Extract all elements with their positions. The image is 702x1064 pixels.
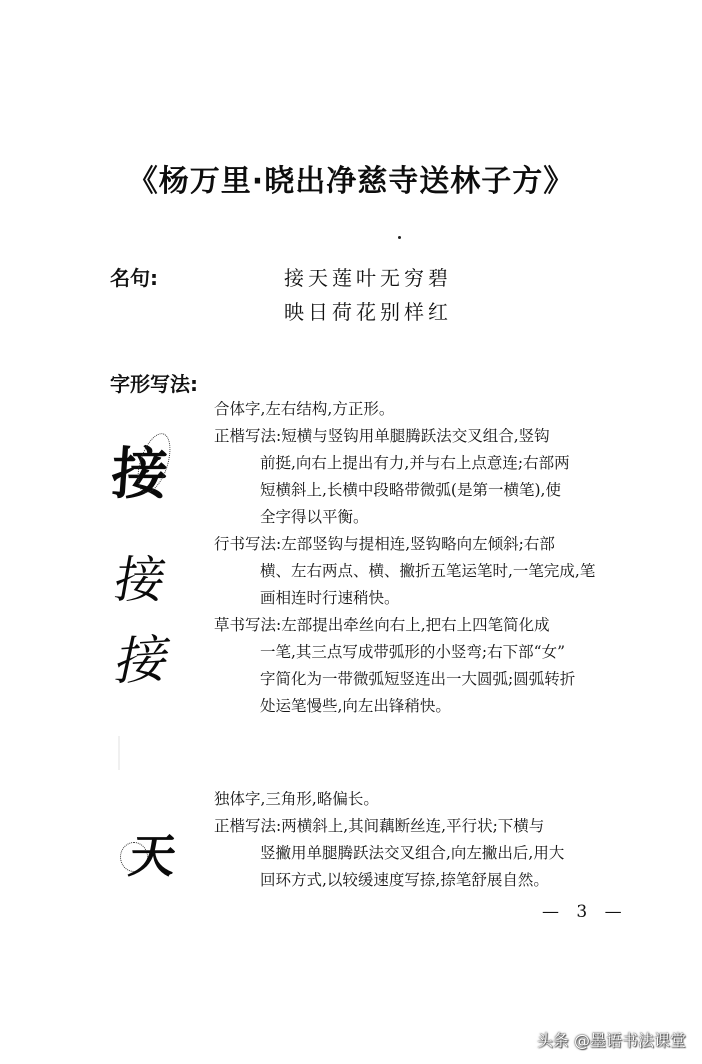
char-jie-xing-description: 行书写法:左部竖钩与提相连,竖钩略向左倾斜;右部 横、左右两点、横、撇折五笔运笔时,一笔完成,笔 画相连时行速稍快。 bbox=[214, 535, 596, 607]
page-number: — 3 — bbox=[542, 902, 628, 922]
page-title: 《杨万里·晓出净慈寺送林子方》 bbox=[127, 164, 575, 199]
ink-dot bbox=[398, 236, 401, 239]
char-tian-description bbox=[214, 786, 644, 894]
calligraphy-sample-xing-jie: 接 bbox=[110, 551, 171, 609]
watermark: 头条 @墨语书法课堂 bbox=[536, 1031, 686, 1050]
char-tian-kai-description: 正楷写法:两横斜上,其间藕断丝连,平行状;下横与 竖撇用单腿腾跃法交叉组合,向左撇出后,用大 回环方式,以较缓速度写捺,捺笔舒展自然。 bbox=[214, 817, 565, 889]
scan-artifact-line bbox=[118, 736, 120, 770]
poem-line-1: 接天莲叶无穷碧 bbox=[284, 266, 452, 290]
famous-lines-label: 名句: bbox=[110, 266, 158, 290]
char-jie-description bbox=[214, 396, 644, 720]
char-jie-cao-description: 草书写法:左部提出牵丝向右上,把右上四笔简化成 一笔,其三点写成带弧形的小竖弯;右下部“女” 字简化为一带微弧短竖连出一大圆弧;圆弧转折 处运笔慢些,向左出锋稍快。 bbox=[214, 616, 576, 715]
calligraphy-sample-kai-jie: 接 bbox=[109, 441, 171, 507]
glyph-section-label: 字形写法: bbox=[110, 372, 198, 396]
char-jie-summary: 合体字,左右结构,方正形。 bbox=[214, 400, 395, 418]
calligraphy-sample-kai-tian: 天 bbox=[125, 829, 180, 883]
char-jie-kai-description: 正楷写法:短横与竖钩用单腿腾跃法交叉组合,竖钩 前挺,向右上提出有力,并与右上点意连;右部两 短横斜上,长横中段略带微弧(是第一横笔),使 全字得以平衡。 bbox=[214, 427, 570, 526]
char-tian-summary: 独体字,三角形,略偏长。 bbox=[214, 790, 379, 808]
poem-line-2: 映日荷花别样红 bbox=[284, 300, 452, 324]
calligraphy-sample-cao-jie: 接 bbox=[109, 629, 176, 693]
